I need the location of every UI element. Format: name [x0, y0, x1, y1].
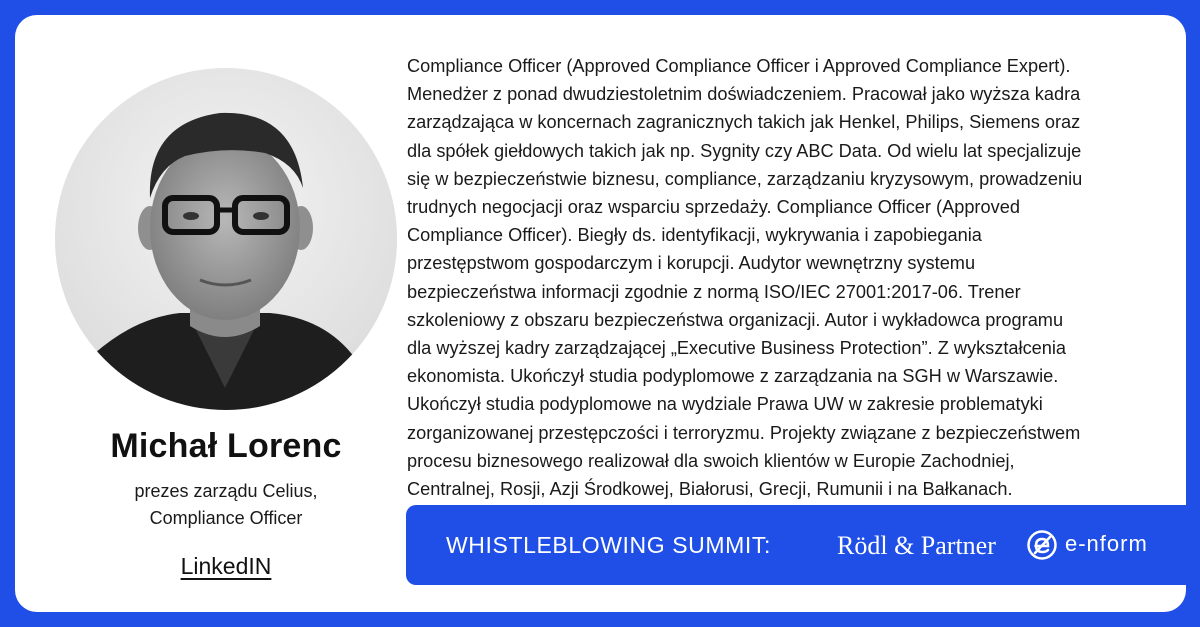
speaker-photo [55, 68, 397, 410]
event-banner [406, 505, 1186, 585]
bio-line: Ukończył studia podyplomowe na wydziale Prawa UW w zakresie problematyki [407, 394, 1043, 415]
speaker-card [15, 15, 1186, 612]
event-title: WHISTLEBLOWING SUMMIT: [446, 532, 771, 558]
speaker-role-line-2: Compliance Officer [149, 508, 303, 528]
bio-line: się w bezpieczeństwie biznesu, compliance, zarządzaniu kryzysowym, prowadzeniu [407, 168, 1083, 189]
linkedin-link[interactable]: LinkedIN [180, 553, 272, 579]
bio-line: Compliance Officer). Biegły ds. identyfikacji, wykrywania i zapobiegania [407, 225, 982, 246]
e-nform-logo-icon [1026, 529, 1058, 561]
speaker-name: Michał Lorenc [110, 427, 342, 465]
bio-line: Centralnej, Rosji, Azji Środkowej, Białorusi, Grecji, Rumunii i na Bałkanach. [407, 479, 1013, 500]
e-nform-partner-logo: e-nform [1065, 531, 1148, 556]
bio-line: Menedżer z ponad dwudziestoletnim doświadczeniem. Pracował jako wyższa kadra [407, 84, 1081, 105]
bio-line: przestępstwom gospodarczym i korupcji. Audytor wewnętrzny systemu [407, 253, 976, 274]
bio-line: procesu biznesowego realizował dla swoich klientów w Europie Zachodniej, [407, 450, 1015, 471]
speaker-role-line-1: prezes zarządu Celius, [134, 481, 318, 501]
rodl-partner-logo: Rödl & Partner [837, 531, 996, 560]
bio-line: zarządzająca w koncernach zagranicznych takich jak Henkel, Philips, Siemens oraz [407, 112, 1081, 133]
bio-line: Compliance Officer (Approved Compliance Officer i Approved Compliance Expert). [407, 56, 1071, 76]
speaker-role [55, 478, 397, 532]
bio-line: zorganizowanej przestępczości i terroryzmu. Projekty związane z bezpieczeństwem [407, 422, 1081, 443]
bio-line: dla spółek giełdowych takich jak np. Sygnity czy ABC Data. Od wielu lat specjalizuje [407, 140, 1082, 161]
bio-line: trudnych negocjacji oraz wsparciu sprzedaży. Compliance Officer (Approved [407, 197, 1020, 218]
bio-line: szkoleniowy z obszaru bezpieczeństwa organizacji. Autor i wykładowca programu [407, 309, 1064, 330]
bio-line: ekonomista. Ukończył studia podyplomowe z zarządzania na SGH w Warszawie. [407, 366, 1059, 387]
bio-line: bezpieczeństwa informacji zgodnie z normą ISO/IEC 27001:2017-06. Trener [407, 281, 1021, 302]
speaker-bio [407, 52, 1182, 503]
bio-line: dla wyższej kadry zarządzającej „Executive Business Protection”. Z wykształcenia [407, 338, 1067, 359]
